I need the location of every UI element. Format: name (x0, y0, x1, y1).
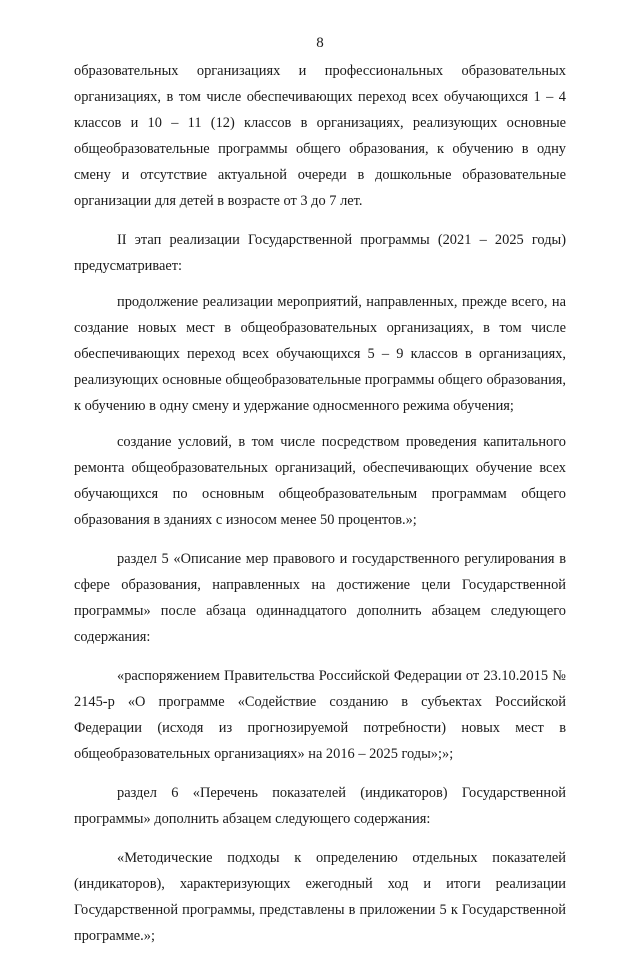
paragraph-section-five: раздел 5 «Описание мер правового и государственного регулирования в сфере образования, направленных на достижение цели Государственной программы» после абзаца одиннадцатого дополнить абзацем следующего содержания: (74, 551, 566, 645)
paragraph-methodical-approaches: «Методические подходы к определению отдельных показателей (индикаторов), характеризующих ежегодный ход и итоги реализации Государственной программы, представлены в приложении 5 к Государственной программе.»; (74, 850, 566, 944)
paragraph-continuation: образовательных организациях и профессиональных образовательных организациях, в том числе обеспечивающих переход всех обучающихся 1 – 4 классов и 10 – 11 (12) классов в организациях, реализующих основные общеобразовательные программы общего образования, к обучению в одну смену и отсутствие актуальной очереди в дошкольные образовательные организации для детей в возрасте от 3 до 7 лет. (74, 63, 566, 209)
paragraph-government-order: «распоряжением Правительства Российской Федерации от 23.10.2015 № 2145-р «О программе «Содействие созданию в субъектах Российской Федерации (исходя из прогнозируемой потребности) новых мест в общеобразовательных организациях» на 2016 – 2025 годы»;»; (74, 668, 566, 762)
document-body (74, 58, 566, 962)
paragraph-stage-two-intro: II этап реализации Государственной программы (2021 – 2025 годы) предусматривает: (74, 232, 566, 274)
page-number: 8 (316, 35, 324, 51)
paragraph-section-six: раздел 6 «Перечень показателей (индикаторов) Государственной программы» дополнить абзацем следующего содержания: (74, 785, 566, 827)
paragraph-stage-two-continuation: продолжение реализации мероприятий, направленных, прежде всего, на создание новых мест в общеобразовательных организациях, в том числе обеспечивающих переход всех обучающихся 5 – 9 классов в организациях, реализующих основные общеобразовательные программы общего образования, к обучению в одну смену и удержание односменного режима обучения; (74, 294, 566, 414)
paragraph-stage-two-conditions: создание условий, в том числе посредством проведения капитального ремонта общеобразовательных организаций, обеспечивающих обучение всех обучающихся по основным общеобразовательным программам общего образования в зданиях с износом менее 50 процентов.»; (74, 434, 566, 528)
